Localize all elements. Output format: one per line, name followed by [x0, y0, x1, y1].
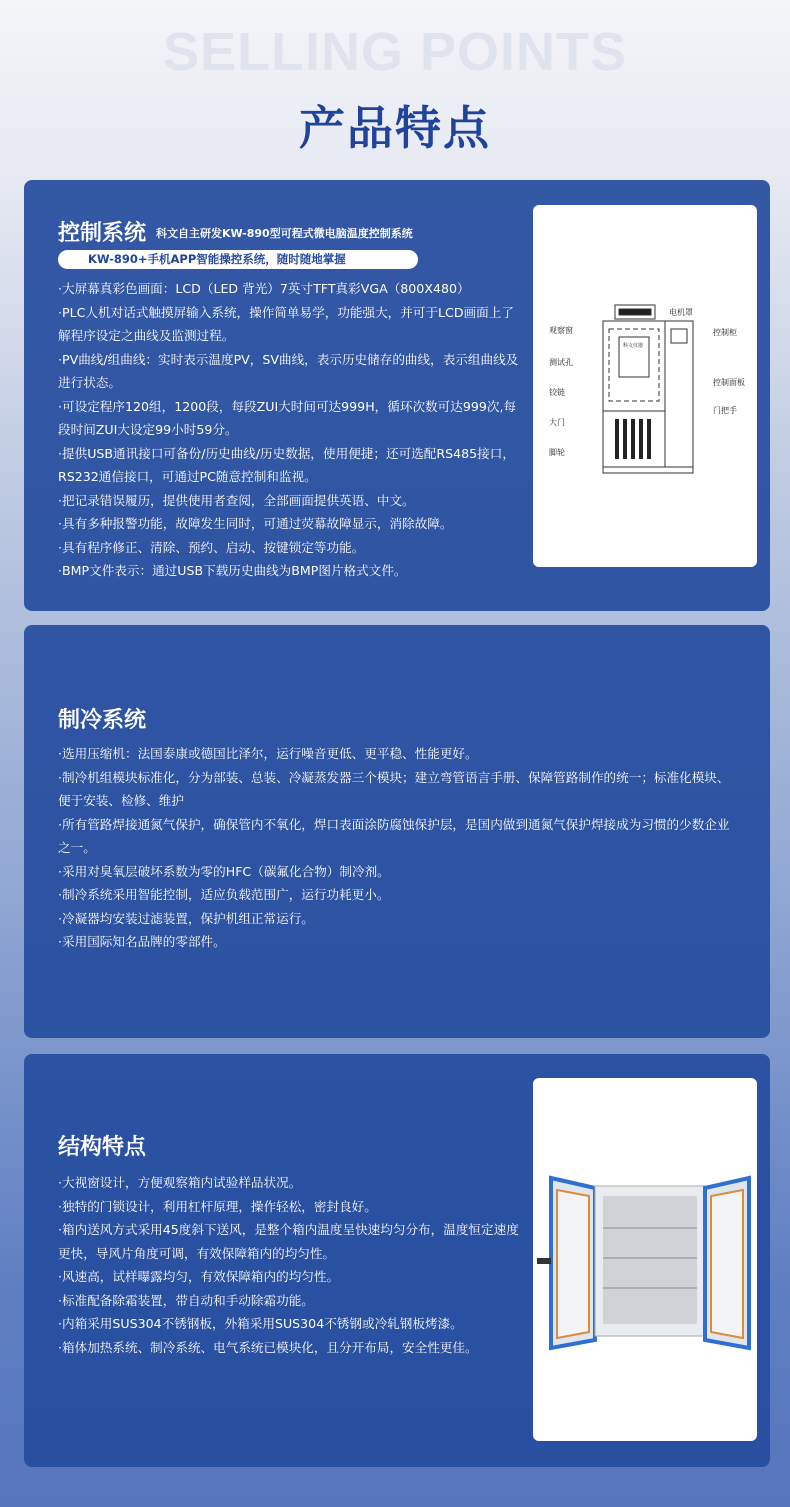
- feature-list: [58, 1171, 520, 1359]
- label-window: 观察窗: [549, 326, 573, 335]
- section-title: 制冷系统: [58, 708, 147, 733]
- page-title: 产品特点: [299, 101, 491, 155]
- label-handle: 门把手: [713, 406, 737, 415]
- section-title: 控制系统 $^{科文自主研发KW-890型可程式微电脑温度控制系统}$: [58, 221, 413, 246]
- list-item: ·独特的门锁设计，利用杠杆原理，操作轻松，密封良好。: [58, 1198, 377, 1214]
- open-chamber-photo: [533, 1078, 757, 1441]
- list-item: ·具有程序修正、清除、预约、启动、按键锁定等功能。: [58, 539, 365, 555]
- control-system-card: [24, 180, 770, 611]
- background-heading: SELLING POINTS: [162, 22, 628, 82]
- list-item: ·箱体加热系统、制冷系统、电气系统已模块化，且分开布局，安全性更佳。: [58, 1339, 478, 1355]
- list-item: ·大视窗设计，方便观察箱内试验样品状况。: [58, 1175, 302, 1190]
- list-item: ·采用对臭氧层破坏系数为零的HFC（碳氟化合物）制冷剂。: [58, 863, 390, 879]
- list-item: ·采用国际知名品牌的零部件。: [58, 934, 226, 949]
- structure-card: [24, 1054, 770, 1467]
- list-item: ·把记录错误履历，提供使用者查阅，全部画面提供英语、中文。: [58, 492, 415, 508]
- label-caster: 脚轮: [549, 448, 565, 457]
- list-item: ·提供USB通讯接口可备份/历史曲线/历史数据，使用便捷；还可选配RS485接口，RS232通信接口，可通过PC随意控制和监视。: [58, 445, 515, 484]
- section-title: 结构特点: [58, 1135, 147, 1160]
- list-item: ·制冷机组模块标准化，分为部装、总装、冷凝蒸发器三个模块；建立弯管语言手册、保障管路制作的统一；标准化模块、便于安装、检修、维护: [58, 769, 730, 808]
- section-subtitle: 科文自主研发KW-890型可程式微电脑温度控制系统: [156, 227, 413, 240]
- list-item: ·PV曲线/组曲线：实时表示温度PV，SV曲线，表示历史储存的曲线，表示组曲线及进行状态。: [58, 351, 519, 390]
- list-item: ·大屏幕真彩色画面：LCD（LED 背光）7英寸TFT真彩VGA（800X480）: [58, 281, 470, 296]
- label-motor-cover: 电机罩: [669, 308, 693, 317]
- list-item: ·所有管路焊接通氮气保护，确保管内不氧化，焊口表面涂防腐蚀保护层，是国内做到通氮气保护焊接成为习惯的少数企业之一。: [58, 816, 730, 855]
- list-item: ·标准配备除霜装置，带自动和手动除霜功能。: [58, 1292, 314, 1308]
- feature-list: [58, 277, 520, 583]
- list-item: ·制冷系统采用智能控制，适应负载范围广，运行功耗更小。: [58, 887, 390, 902]
- app-control-pill: KW-890+手机APP智能操控系统，随时随地掌握: [58, 250, 418, 269]
- label-control-panel: 控制面板: [713, 378, 745, 387]
- list-item: ·选用压缩机：法国泰康或德国比泽尔，运行噪音更低、更平稳、性能更好。: [58, 746, 478, 761]
- refrigeration-card: [24, 625, 770, 1038]
- label-test-hole: 测试孔: [549, 358, 573, 367]
- list-item: ·箱内送风方式采用45度斜下送风，是整个箱内温度呈快速均匀分布，温度恒定速度更快，导风片角度可调，有效保障箱内的均匀性。: [58, 1222, 519, 1261]
- list-item: ·冷凝器均安装过滤装置，保护机组正常运行。: [58, 910, 314, 926]
- feature-list: [58, 742, 738, 954]
- list-item: ·内箱采用SUS304不锈钢板，外箱采用SUS304不锈钢或冷轧钢板烤漆。: [58, 1316, 463, 1331]
- list-item: ·风速高，试样曝露均匀，有效保障箱内的均匀性。: [58, 1269, 340, 1284]
- list-item: ·具有多种报警功能，故障发生同时，可通过荧幕故障显示，消除故障。: [58, 516, 453, 531]
- list-item: ·可设定程序120组，1200段，每段ZUI大时间可达999H，循环次数可达999次,每段时间ZUI大设定99小时59分。: [58, 398, 517, 437]
- chamber-diagram: [533, 205, 757, 567]
- label-control-cabinet: 控制柜: [713, 328, 737, 337]
- list-item: ·PLC人机对话式触摸屏输入系统，操作简单易学，功能强大，并可于LCD画面上了解程序设定之曲线及监测过程。: [58, 304, 514, 343]
- label-hinge: 铰链: [549, 388, 565, 397]
- label-brand: 科文仪器: [623, 343, 644, 349]
- list-item: ·BMP文件表示：通过USB下载历史曲线为BMP图片格式文件。: [58, 563, 407, 578]
- label-door: 大门: [549, 418, 565, 427]
